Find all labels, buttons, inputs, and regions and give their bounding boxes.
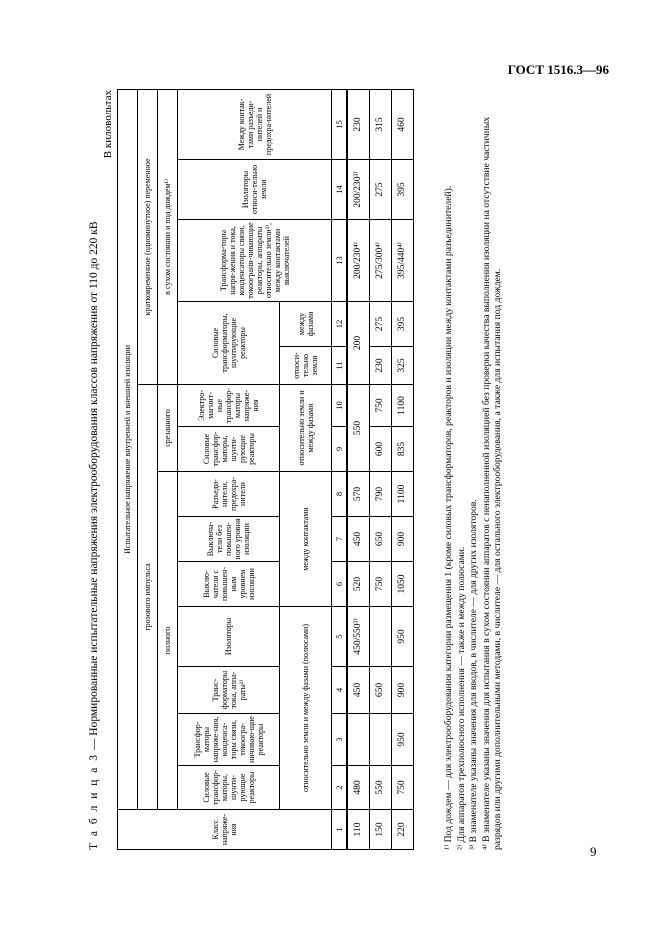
table-row: [369, 89, 391, 849]
group-col-12: между фазами: [280, 302, 332, 347]
table-caption: [87, 90, 101, 850]
col-number: 5: [332, 607, 348, 667]
footnote-4: ⁴⁾ В знаменателе указаны значения для испытания в сухом состоянии аппаратов с ненаполненной изоляцией без проверки качества выполнения изоляции на отсутствие частичных разрядов или другими дополнительными методами, в числителе — для остального электрооборудования, а также для испытания под дождем.: [480, 116, 503, 850]
footnote-1: ¹⁾ Под дождем — для электрооборудования категории размещения 1 (кроме силовых трансформаторов, реакторов и изоляции между контактами разъединителей).: [443, 185, 454, 850]
cell: 450: [347, 667, 369, 714]
cell: 200: [347, 302, 369, 385]
header-col-2: Силовые трансфор-маторы, шунти-рующие реакторы: [178, 766, 280, 810]
header-dry-and-rain: в сухом состоянии и под дождем¹⁾: [158, 89, 178, 384]
col-number: 2: [332, 766, 348, 810]
header-voltage-class: Класс напряже-ния: [118, 810, 332, 850]
col-number: 11: [332, 347, 348, 385]
col-number: 3: [332, 714, 348, 766]
col-number: 7: [332, 517, 348, 562]
footnote-3: ³⁾ В знаменателе указаны значения для вводов, в числителе — для других изоляторов.: [468, 499, 479, 850]
header-col-5: Изоляторы: [178, 607, 280, 667]
header-lightning-impulse: грозового импульса: [138, 385, 158, 810]
cell: 1100: [391, 472, 413, 517]
test-voltage-table: [117, 89, 414, 850]
cell: 1100: [391, 385, 413, 427]
cell: 650: [369, 667, 391, 714]
page-number: 9: [590, 844, 597, 859]
standard-code: ГОСТ 1516.3—96: [507, 62, 609, 77]
cell: 450: [347, 517, 369, 562]
cell: [369, 714, 391, 766]
col-number: 9: [332, 427, 348, 472]
header-col-11-12: Силовые трансформаторы, шунтирующие реакторы: [178, 302, 280, 385]
cell: 600: [369, 427, 391, 472]
rotated-page: [87, 90, 557, 850]
group-between-contacts: между контактами: [280, 472, 332, 607]
cell: 200/230⁴⁾: [347, 220, 369, 302]
col-number: 15: [332, 89, 348, 159]
table-title: — Нормированные испытательные напряжения электрооборудования классов напряжения от 110 до 220 кВ: [88, 221, 100, 753]
cell: 230: [369, 347, 391, 385]
col-number: 10: [332, 385, 348, 427]
header-col-13: Трансформа-торы напря-жения и тока, конденсаторы связи, токоограни-чивающие реакторы, аппараты относительно земли²⁾, между контактами выключателей: [178, 220, 332, 302]
header-chopped-impulse: срезанного: [158, 385, 178, 472]
cell: 950: [391, 607, 413, 667]
cell: 750: [369, 385, 391, 427]
header-col-7: Выключа-тели без повышен-ного уровня изоляции: [178, 517, 280, 562]
cell: 395: [391, 302, 413, 347]
cell: 750: [369, 562, 391, 607]
cell: 450/550³⁾: [347, 607, 369, 667]
header-col-3: Трансфор-маторы напряже-ния, конденса-торы связи, токоогра-ничиваю-щие реакторы: [178, 714, 280, 766]
cell: 900: [391, 667, 413, 714]
header-col-14: Изоляторы относи-тельно земли: [178, 160, 332, 220]
header-col-4: Транс-форматоры тока, аппа-раты²⁾: [178, 667, 280, 714]
header-col-10: Электро-магнит-ные трансфор-маторы напряже-ния: [178, 385, 280, 427]
col-number: 8: [332, 472, 348, 517]
group-full-ground-phases: относительно земли и между фазами (полюсами): [280, 607, 332, 810]
col-number: 14: [332, 160, 348, 220]
cell: 750: [391, 766, 413, 810]
cell: 570: [347, 472, 369, 517]
cell: 650: [369, 517, 391, 562]
cell: [369, 607, 391, 667]
cell: 230: [347, 89, 369, 159]
cell: 275/300⁴⁾: [369, 220, 391, 302]
cell: 950: [391, 714, 413, 766]
col-number: 4: [332, 667, 348, 714]
cell: 200/230³⁾: [347, 160, 369, 220]
col-number: 13: [332, 220, 348, 302]
cell: 395/440⁴⁾: [391, 220, 413, 302]
header-col-6: Выклю-чатели с повышен-ным уровнем изоляции: [178, 562, 280, 607]
header-full-impulse: полного: [158, 472, 178, 810]
col-number: 1: [332, 810, 348, 850]
cell: 900: [391, 517, 413, 562]
cell: 480: [347, 766, 369, 810]
header-col-8: Разъеди-нители, предохра-нители: [178, 472, 280, 517]
cell: 220: [391, 810, 413, 850]
col-number: 12: [332, 302, 348, 347]
table-label: Т а б л и ц а 3: [88, 752, 100, 850]
header-ac-voltage: кратковременное (одноминутное) переменное: [138, 89, 158, 384]
table-row: [347, 89, 369, 849]
header-col-9: Силовые трансфор-маторы, шунти-рующие реакторы: [178, 427, 280, 472]
cell: 315: [369, 89, 391, 159]
cell: 520: [347, 562, 369, 607]
cell: 790: [369, 472, 391, 517]
header-test-voltage: Испытательное напряжение внутренней и внешней изоляции: [118, 89, 138, 809]
cell: 835: [391, 427, 413, 472]
table-row: [391, 89, 413, 849]
footnotes: [443, 90, 505, 850]
cell: 325: [391, 347, 413, 385]
units-note: В киловольтах: [102, 90, 114, 159]
col-number: 6: [332, 562, 348, 607]
group-chopped-ground-phases: относительно земли и между фазами: [280, 385, 332, 472]
cell: 150: [369, 810, 391, 850]
cell: 550: [369, 766, 391, 810]
group-col-11: относи-тельно земли: [280, 347, 332, 385]
cell: [347, 714, 369, 766]
cell: 460: [391, 89, 413, 159]
cell: 1050: [391, 562, 413, 607]
cell: 275: [369, 302, 391, 347]
cell: 110: [347, 810, 369, 850]
header-col-15: Между контак-тами разъеди-нителей и предохра-нителей: [178, 89, 332, 159]
cell: 550: [347, 385, 369, 472]
footnote-2: ²⁾ Для аппаратов трехполюсного исполнения — также и между полюсами.: [455, 546, 467, 850]
cell: 395: [391, 160, 413, 220]
cell: 275: [369, 160, 391, 220]
